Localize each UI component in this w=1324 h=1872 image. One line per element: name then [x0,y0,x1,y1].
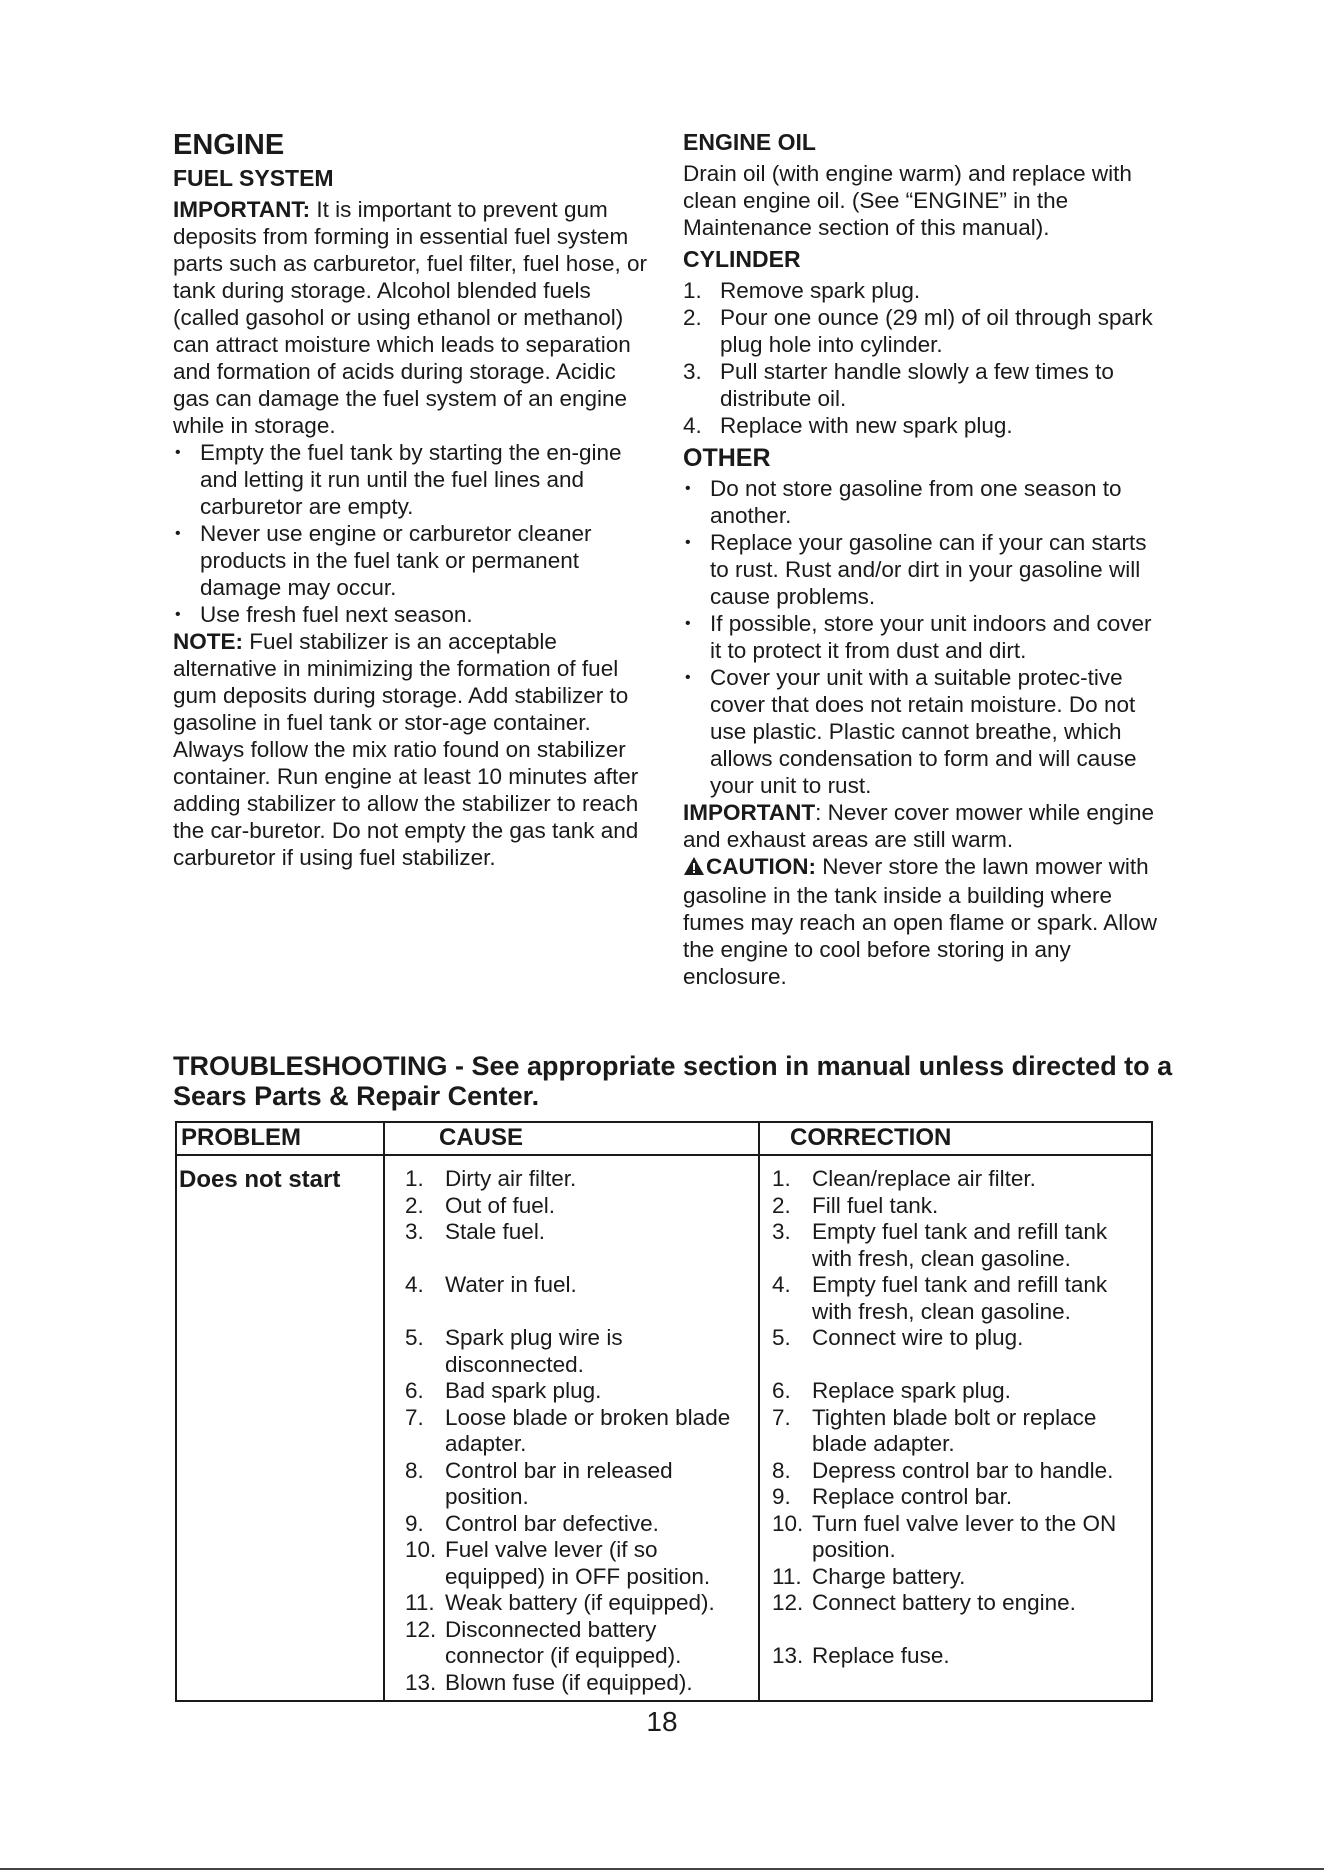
caution-label: CAUTION: [706,854,816,879]
fuel-system-heading: FUEL SYSTEM [173,165,334,191]
list-item [683,358,1163,412]
important-label: IMPORTANT: [173,197,311,222]
item-number: 13. [772,1643,804,1668]
other-heading: OTHER [683,444,771,472]
step-number: 4. [683,413,702,438]
item-number: 3. [405,1219,424,1244]
list-item [405,1537,754,1590]
important-text: : Never cover mower while engine and exhaust areas are still warm. [683,800,1154,852]
list-item: • Do not store gasoline from one season to another. [683,475,1163,529]
item-number: 5. [772,1325,791,1350]
item-text: Clean/replace air filter. [812,1166,1036,1191]
important-label: IMPORTANT [683,800,816,825]
cause-cell [384,1155,759,1701]
cause-header: CAUSE [384,1122,759,1155]
item-text: Fill fuel tank. [812,1192,939,1218]
list-item [772,1643,1147,1670]
item-number: 7. [405,1404,424,1430]
item-number: 9. [772,1484,791,1509]
item-number: 10. [405,1537,437,1562]
caution-text: Never store the lawn mower with gasoline in the tank inside a building where fumes may reach an open flame or spark. Allow the engine to cool before storing in any enclosure. [683,854,1157,989]
important-text: It is important to prevent gum deposits from forming in essential fuel system parts such as carburetor, fuel filter, fuel hose, or tank during storage. Alcohol blended fuels (called gasohol or using ethanol or methanol) can attract moisture which leads to separation and formation of acids during storage. Acidic gas can damage the fuel system of an engine while in storage. [173,197,647,438]
item-text: Spark plug wire is disconnected. [445,1325,623,1377]
item-text: Charge battery. [812,1563,966,1589]
list-item [683,304,1163,358]
step-text: Remove spark plug. [720,278,921,303]
item-text: Disconnected battery connector (if equipped). [445,1616,682,1668]
cylinder-steps [683,277,1163,439]
list-item [772,1564,1147,1591]
item-number: 10. [772,1510,804,1536]
list-item [772,1166,1147,1193]
list-item [683,412,1163,439]
correction-list [760,1156,1151,1674]
item-number: 6. [772,1378,791,1403]
item-text: Control bar defective. [445,1510,659,1536]
item-text: Replace spark plug. [812,1378,1011,1403]
item-text: Dirty air filter. [445,1166,577,1191]
cylinder-heading: CYLINDER [683,246,801,272]
problem-header: PROBLEM [176,1122,384,1155]
list-item [405,1511,754,1538]
item-text: Tighten blade bolt or replace blade adapter. [812,1404,1097,1456]
step-number: 3. [683,359,702,384]
troubleshooting-heading: TROUBLESHOOTING - See appropriate section in manual unless directed to a Sears Parts & Repair Center. [173,1051,1173,1111]
list-item: • Replace your gasoline can if your can starts to rust. Rust and/or dirt in your gasoline will cause problems. [683,529,1163,610]
item-number: 2. [405,1192,424,1218]
item-text: Bad spark plug. [445,1378,602,1403]
list-item [405,1378,754,1405]
list-item [772,1590,1147,1617]
troubleshooting-table [175,1121,1153,1702]
item-number: 11. [772,1563,802,1589]
item-number: 1. [772,1166,791,1191]
list-item [772,1378,1147,1405]
item-text: Stale fuel. [445,1219,546,1244]
list-item [772,1458,1147,1485]
list-item [405,1405,754,1458]
list-item: • Empty the fuel tank by starting the en-gine and letting it run until the fuel lines and carburetor are empty. [173,439,653,520]
list-item [405,1325,754,1378]
item-number: 12. [772,1590,804,1615]
list-item [772,1484,1147,1511]
list-item [405,1458,754,1511]
important-warm-paragraph [683,799,1163,853]
list-item [772,1511,1147,1564]
cause-list [385,1156,758,1700]
item-text: Fuel valve lever (if so equipped) in OFF position. [445,1537,711,1589]
engine-oil-paragraph: Drain oil (with engine warm) and replace with clean engine oil. (See “ENGINE” in the Maintenance section of this manual). [683,161,1132,240]
list-item [772,1272,1147,1325]
list-item [772,1193,1147,1220]
list-item [405,1193,754,1220]
item-number: 6. [405,1378,424,1403]
item-number: 13. [405,1669,437,1695]
item-number: 3. [772,1219,791,1244]
item-number: 8. [772,1457,791,1483]
item-number: 9. [405,1510,424,1536]
right-column [683,128,1163,990]
list-item [772,1325,1147,1352]
table-row [176,1155,1152,1701]
item-number: 4. [772,1272,791,1297]
step-text: Replace with new spark plug. [720,413,1013,438]
item-text: Empty fuel tank and refill tank with fresh, clean gasoline. [812,1272,1108,1324]
warning-triangle-icon [683,855,705,882]
note-text: Fuel stabilizer is an acceptable alternative in minimizing the formation of fuel gum deposits during storage. Add stabilizer to gasoline in fuel tank or stor-age container. Always follow the mix ratio found on stabilizer container. Run engine at least 10 minutes after adding stabilizer to allow the stabilizer to reach the car-buretor. Do not empty the gas tank and carburetor if using fuel stabilizer. [173,629,639,870]
correction-cell [759,1155,1152,1701]
item-text: Replace fuse. [812,1643,950,1668]
list-item [683,277,1163,304]
step-text: Pour one ounce (29 ml) of oil through spark plug hole into cylinder. [720,305,1153,357]
list-item: • Use fresh fuel next season. [173,601,653,628]
caution-paragraph [683,853,1163,990]
item-number: 5. [405,1325,424,1350]
table-header-row [176,1122,1152,1155]
other-bullet-list [683,475,1163,799]
item-text: Weak battery (if equipped). [445,1590,715,1615]
item-text: Connect battery to engine. [812,1590,1076,1615]
list-item [405,1272,754,1299]
list-item [405,1166,754,1193]
item-text: Blown fuse (if equipped). [445,1669,693,1695]
engine-oil-heading: ENGINE OIL [683,129,816,155]
item-text: Replace control bar. [812,1484,1013,1509]
engine-heading: ENGINE [173,129,285,161]
list-item [405,1670,754,1697]
item-number: 1. [405,1166,424,1191]
list-item: • Cover your unit with a suitable protec-tive cover that does not retain moisture. Do not use plastic. Plastic cannot breathe, which allows condensation to form and will cause your unit to rust. [683,664,1163,799]
correction-header: CORRECTION [759,1122,1152,1155]
list-item [405,1219,754,1246]
fuel-bullet-list [173,439,653,628]
fuel-system-paragraph [173,196,653,439]
item-text: Connect wire to plug. [812,1325,1024,1350]
note-label: NOTE: [173,629,243,654]
step-number: 1. [683,278,702,303]
item-text: Depress control bar to handle. [812,1457,1114,1483]
item-text: Empty fuel tank and refill tank with fresh, clean gasoline. [812,1219,1108,1271]
item-text: Control bar in released position. [445,1457,673,1509]
list-item [405,1590,754,1617]
item-number: 11. [405,1590,435,1615]
list-item: • If possible, store your unit indoors and cover it to protect it from dust and dirt. [683,610,1163,664]
list-item: • Never use engine or carburetor cleaner products in the fuel tank or permanent damage may occur. [173,520,653,601]
list-item [405,1617,754,1670]
item-text: Water in fuel. [445,1272,577,1297]
list-item [772,1405,1147,1458]
step-number: 2. [683,305,702,330]
item-number: 4. [405,1272,424,1297]
list-item [772,1219,1147,1272]
page-edge-divider [0,1868,1324,1870]
item-number: 8. [405,1457,424,1483]
page-number: 18 [646,1706,678,1737]
left-column [173,128,653,871]
step-text: Pull starter handle slowly a few times to distribute oil. [720,359,1114,411]
item-number: 2. [772,1192,791,1218]
problem-cell: Does not start [179,1166,341,1193]
item-number: 12. [405,1616,437,1642]
item-text: Loose blade or broken blade adapter. [445,1404,731,1456]
note-paragraph [173,628,653,871]
item-number: 7. [772,1404,791,1430]
item-text: Turn fuel valve lever to the ON position. [812,1510,1117,1562]
item-text: Out of fuel. [445,1192,556,1218]
